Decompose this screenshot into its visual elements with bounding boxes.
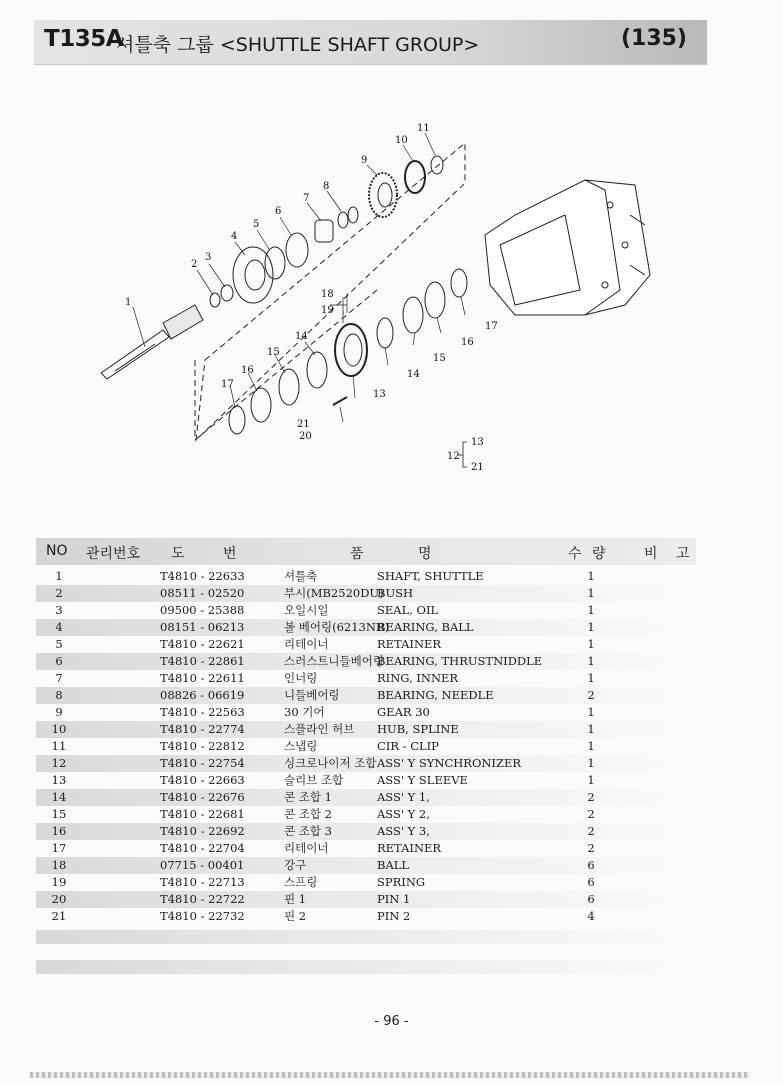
callout-label: 9	[361, 155, 368, 166]
part-number: T4810 - 22713	[160, 875, 245, 889]
quantity: 1	[587, 569, 595, 583]
part-name-korean: 리테이너	[284, 841, 329, 855]
quantity: 6	[587, 875, 595, 889]
part-name-english: BUSH	[377, 586, 414, 600]
pin-parts	[333, 397, 347, 405]
legend-part-number: 13	[471, 437, 484, 448]
cone-assy-2-left	[279, 369, 299, 405]
part-number: 08511 - 02520	[160, 586, 245, 600]
table-row	[36, 602, 696, 619]
part-name-korean: 오일시일	[284, 603, 329, 617]
page-number: - 96 -	[374, 1014, 409, 1029]
row-number: 8	[55, 688, 63, 702]
quantity: 1	[587, 705, 595, 719]
col-header-remark-1: 비	[644, 546, 658, 562]
parts-table-body	[36, 568, 696, 925]
row-number: 1	[55, 569, 63, 583]
part-name-english: RING, INNER	[377, 671, 459, 685]
part-name-korean: 콘 조합 2	[284, 807, 332, 821]
group-title: 셔틀축 그룹 <SHUTTLE SHAFT GROUP>	[116, 34, 480, 56]
table-row	[36, 772, 696, 789]
quantity: 2	[587, 824, 595, 838]
callout-label: 6	[275, 206, 282, 217]
quantity: 1	[587, 739, 595, 753]
part-name-english: HUB, SPLINE	[377, 722, 459, 736]
cone-assy-1-left	[307, 352, 327, 388]
callout-label: 8	[323, 181, 330, 192]
sleeve-assy-part	[335, 324, 367, 376]
row-number: 4	[55, 620, 63, 634]
part-name-korean: 강구	[284, 858, 307, 872]
part-name-english: PIN 1	[377, 892, 411, 906]
callout-label: 19	[321, 305, 334, 316]
callout-label: 3	[205, 252, 212, 263]
assembly-legend	[447, 437, 484, 473]
part-number: 08151 - 06213	[160, 620, 245, 634]
table-row	[36, 908, 696, 925]
part-name-english: BEARING, THRUSTNIDDLE	[377, 654, 543, 668]
col-header-name-2: 명	[418, 546, 432, 562]
part-number: T4810 - 22774	[160, 722, 245, 736]
row-number: 2	[55, 586, 63, 600]
part-name-english: SEAL, OIL	[377, 603, 439, 617]
part-name-korean: 스냅링	[284, 739, 318, 753]
part-name-korean: 콘 조합 3	[284, 824, 332, 838]
part-name-korean: 셔틀축	[284, 569, 318, 583]
part-name-korean: 콘 조합 1	[284, 790, 332, 804]
quantity: 1	[587, 586, 595, 600]
group-number: (135)	[620, 26, 687, 51]
table-row	[36, 755, 696, 772]
page-header	[34, 20, 707, 65]
part-number: T4810 - 22681	[160, 807, 245, 821]
part-name-english: ASS' Y SLEEVE	[377, 773, 468, 787]
row-number: 20	[51, 892, 67, 906]
table-row	[36, 619, 696, 636]
row-number: 18	[51, 858, 67, 872]
part-number: T4810 - 22754	[160, 756, 245, 770]
retainer-part	[265, 247, 285, 279]
part-name-korean: 핀 1	[284, 892, 307, 906]
callout-label: 14	[295, 331, 308, 342]
callout-label: 17	[221, 379, 234, 390]
callout-label: 2	[191, 259, 198, 270]
spline-hub-part	[405, 161, 425, 193]
part-name-english: BEARING, BALL	[377, 620, 474, 634]
cone-assy-2-right	[403, 297, 423, 333]
quantity: 2	[587, 807, 595, 821]
needle-bearing-part	[338, 212, 348, 228]
part-name-english: ASS' Y SYNCHRONIZER	[377, 756, 522, 770]
quantity: 1	[587, 603, 595, 617]
table-row	[36, 857, 696, 874]
row-number: 5	[55, 637, 63, 651]
callout-label: 15	[267, 347, 280, 358]
quantity: 1	[587, 756, 595, 770]
quantity: 2	[587, 688, 595, 702]
part-name-korean: 슬리브 조합	[284, 773, 344, 787]
part-name-korean: 리테이너	[284, 637, 329, 651]
table-row	[36, 738, 696, 755]
part-name-english: ASS' Y 2,	[377, 807, 430, 821]
col-header-name-1: 품	[350, 546, 364, 562]
table-row	[36, 891, 696, 908]
callout-label: 14	[407, 369, 420, 380]
col-header-qty-1: 수	[568, 546, 582, 562]
legend-part-number: 21	[471, 462, 484, 473]
callout-label: 1	[125, 297, 132, 308]
table-row	[36, 568, 696, 585]
quantity: 1	[587, 722, 595, 736]
row-number: 3	[55, 603, 63, 617]
part-name-english: ASS' Y 3,	[377, 824, 430, 838]
row-number: 11	[51, 739, 67, 753]
part-name-english: PIN 2	[377, 909, 411, 923]
callout-label: 4	[231, 231, 238, 242]
callout-label: 7	[303, 193, 310, 204]
table-band	[36, 960, 696, 974]
callout-label: 13	[373, 389, 386, 400]
row-number: 10	[51, 722, 67, 736]
table-row	[36, 670, 696, 687]
part-number: T4810 - 22692	[160, 824, 245, 838]
callout-label: 16	[241, 365, 254, 376]
row-number: 6	[55, 654, 63, 668]
quantity: 2	[587, 790, 595, 804]
table-row	[36, 806, 696, 823]
part-name-english: CIR - CLIP	[377, 739, 439, 753]
part-name-english: GEAR 30	[377, 705, 430, 719]
part-number: 08826 - 06619	[160, 688, 245, 702]
ball-bearing-part	[233, 247, 273, 303]
callout-label: 5	[253, 219, 260, 230]
part-name-korean: 스프링	[284, 875, 318, 889]
cone-assy-3-right	[425, 282, 445, 318]
col-header-drawing-2: 번	[223, 546, 237, 562]
row-number: 17	[51, 841, 67, 855]
model-code: T135A	[44, 26, 123, 52]
part-name-english: SHAFT, SHUTTLE	[377, 569, 484, 583]
shuttle-shaft-part	[101, 305, 203, 379]
retainer-left	[229, 406, 245, 434]
table-row	[36, 653, 696, 670]
table-row	[36, 840, 696, 857]
quantity: 1	[587, 637, 595, 651]
inner-ring-part	[315, 220, 333, 242]
table-row	[36, 585, 696, 602]
part-name-korean: 부시(MB2520DU)	[284, 586, 384, 600]
cone-assy-3-left	[251, 388, 271, 422]
row-number: 15	[51, 807, 67, 821]
part-name-english: RETAINER	[377, 637, 442, 651]
part-number: T4810 - 22621	[160, 637, 245, 651]
part-number: T4810 - 22732	[160, 909, 245, 923]
table-row	[36, 636, 696, 653]
part-name-korean: 인너링	[284, 671, 318, 685]
part-name-english: RETAINER	[377, 841, 442, 855]
row-number: 19	[51, 875, 67, 889]
part-name-english: BEARING, NEEDLE	[377, 688, 494, 702]
row-number: 9	[55, 705, 63, 719]
part-name-korean: 볼 베어링(6213NR)	[284, 620, 390, 634]
part-number: T4810 - 22704	[160, 841, 245, 855]
row-number: 14	[51, 790, 67, 804]
part-name-korean: 핀 2	[284, 909, 307, 923]
cir-clip-part	[431, 156, 443, 174]
quantity: 6	[587, 858, 595, 872]
thrust-needle-bearing-part	[286, 233, 308, 267]
callout-label: 11	[417, 123, 430, 134]
footer-strip	[30, 1072, 750, 1078]
diagram-drawing	[85, 115, 685, 485]
part-name-korean: 스플라인 허브	[284, 722, 355, 736]
table-band	[36, 930, 696, 944]
col-header-no: NO	[46, 543, 68, 559]
exploded-parts-diagram	[85, 115, 685, 485]
table-row	[36, 687, 696, 704]
callout-label: 15	[433, 353, 446, 364]
bush-part	[210, 293, 220, 307]
retainer-right	[451, 269, 467, 297]
part-name-korean: 30 기어	[284, 705, 325, 719]
part-number: T4810 - 22676	[160, 790, 245, 804]
quantity: 6	[587, 892, 595, 906]
part-number: T4810 - 22861	[160, 654, 245, 668]
callout-label: 20	[299, 431, 312, 442]
callout-label: 17	[485, 321, 498, 332]
quantity: 2	[587, 841, 595, 855]
part-number: T4810 - 22663	[160, 773, 245, 787]
part-name-english: SPRING	[377, 875, 426, 889]
part-number: T4810 - 22722	[160, 892, 245, 906]
cone-assy-1-right	[377, 318, 393, 348]
row-number: 21	[51, 909, 67, 923]
part-name-korean: 스러스트니들베어링	[284, 654, 384, 668]
row-number: 12	[51, 756, 67, 770]
part-name-english: ASS' Y 1,	[377, 790, 430, 804]
quantity: 1	[587, 654, 595, 668]
col-header-qty-2: 량	[592, 546, 606, 562]
col-header-mgmt-no: 관리번호	[86, 546, 141, 562]
table-row	[36, 721, 696, 738]
table-header	[36, 538, 696, 565]
part-number: T4810 - 22812	[160, 739, 245, 753]
row-number: 16	[51, 824, 67, 838]
part-number: 09500 - 25388	[160, 603, 245, 617]
quantity: 1	[587, 773, 595, 787]
part-name-korean: 싱크로나이저 조합	[284, 756, 377, 770]
table-row	[36, 704, 696, 721]
part-number: 07715 - 00401	[160, 858, 245, 872]
callout-label: 18	[321, 289, 334, 300]
row-number: 13	[51, 773, 67, 787]
row-number: 7	[55, 671, 63, 685]
col-header-remark-2: 고	[676, 546, 690, 562]
transmission-housing	[485, 180, 650, 315]
table-row	[36, 789, 696, 806]
oil-seal-part	[221, 285, 233, 301]
table-row	[36, 874, 696, 891]
col-header-drawing-1: 도	[171, 546, 185, 562]
part-number: T4810 - 22633	[160, 569, 245, 583]
quantity: 4	[587, 909, 595, 923]
callout-label: 16	[461, 337, 474, 348]
legend-assembly-number: 12	[447, 451, 460, 462]
callout-label: 21	[297, 419, 310, 430]
part-number: T4810 - 22611	[160, 671, 245, 685]
part-number: T4810 - 22563	[160, 705, 245, 719]
gear-30-part	[369, 173, 397, 217]
quantity: 1	[587, 671, 595, 685]
callout-label: 10	[395, 135, 408, 146]
part-name-korean: 니들베어링	[284, 688, 340, 702]
part-name-english: BALL	[377, 858, 410, 872]
table-row	[36, 823, 696, 840]
quantity: 1	[587, 620, 595, 634]
